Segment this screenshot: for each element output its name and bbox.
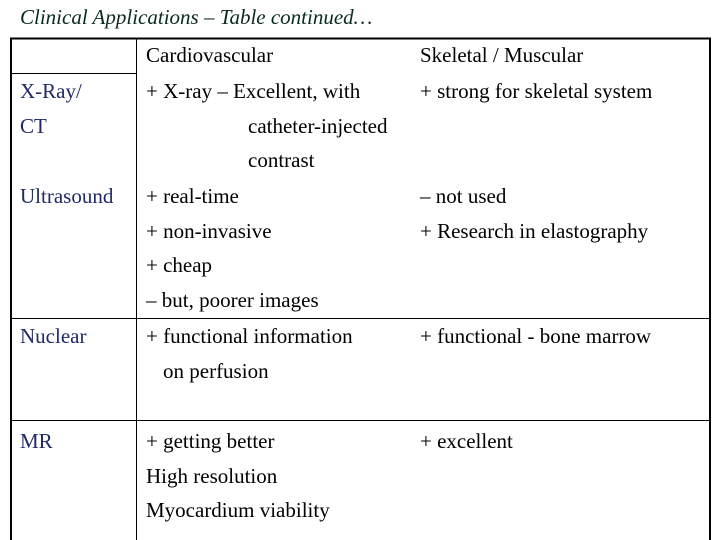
- row-mr-cardiovascular: [146, 424, 330, 528]
- cell-line: + X-ray – Excellent, with: [146, 79, 361, 103]
- modality-line: X-Ray/: [20, 79, 82, 103]
- cell-line: + functional information: [146, 324, 353, 348]
- modality-line: Nuclear: [20, 324, 87, 348]
- row-ultrasound-cardiovascular: [146, 179, 319, 317]
- row-xray-cardiovascular: [146, 74, 387, 178]
- cell-line: + real-time: [146, 184, 239, 208]
- cell-line: + non-invasive: [146, 218, 272, 243]
- cell-line: High resolution: [146, 463, 278, 488]
- cell-line: Myocardium viability: [146, 498, 330, 523]
- row-nuclear-skeletal: [420, 319, 651, 354]
- slide-title: Clinical Applications – Table continued…: [20, 5, 373, 29]
- row-mr-skeletal: [420, 424, 513, 459]
- header-cardiovascular: [146, 38, 273, 73]
- row-ultrasound-skeletal: [420, 179, 648, 248]
- cell-line: + excellent: [420, 429, 513, 453]
- row-ultrasound-modality: [20, 179, 113, 214]
- cell-line: – not used: [420, 184, 507, 208]
- cell-line: + cheap: [146, 253, 213, 278]
- modality-line: CT: [20, 113, 47, 138]
- row-xray-modality: [20, 74, 82, 143]
- cell-line: on perfusion: [163, 358, 269, 383]
- cell-line: + functional - bone marrow: [420, 324, 652, 348]
- cell-line: catheter-injected: [248, 113, 388, 138]
- modality-line: MR: [20, 429, 53, 453]
- row-mr-modality: [20, 424, 53, 459]
- row-nuclear-modality: [20, 319, 86, 354]
- row-xray-skeletal: [420, 74, 652, 109]
- header-skeletal-label: Skeletal / Muscular: [420, 43, 584, 67]
- cell-line: + getting better: [146, 429, 275, 453]
- cell-line: contrast: [248, 148, 315, 173]
- header-skeletal: [420, 38, 583, 73]
- cell-line: + strong for skeletal system: [420, 79, 653, 103]
- cell-line: + Research in elastography: [420, 218, 649, 243]
- modality-line: Ultrasound: [20, 184, 114, 208]
- header-cardiovascular-label: Cardiovascular: [146, 43, 274, 67]
- row-nuclear-cardiovascular: [146, 319, 353, 388]
- cell-line: – but, poorer images: [146, 287, 319, 312]
